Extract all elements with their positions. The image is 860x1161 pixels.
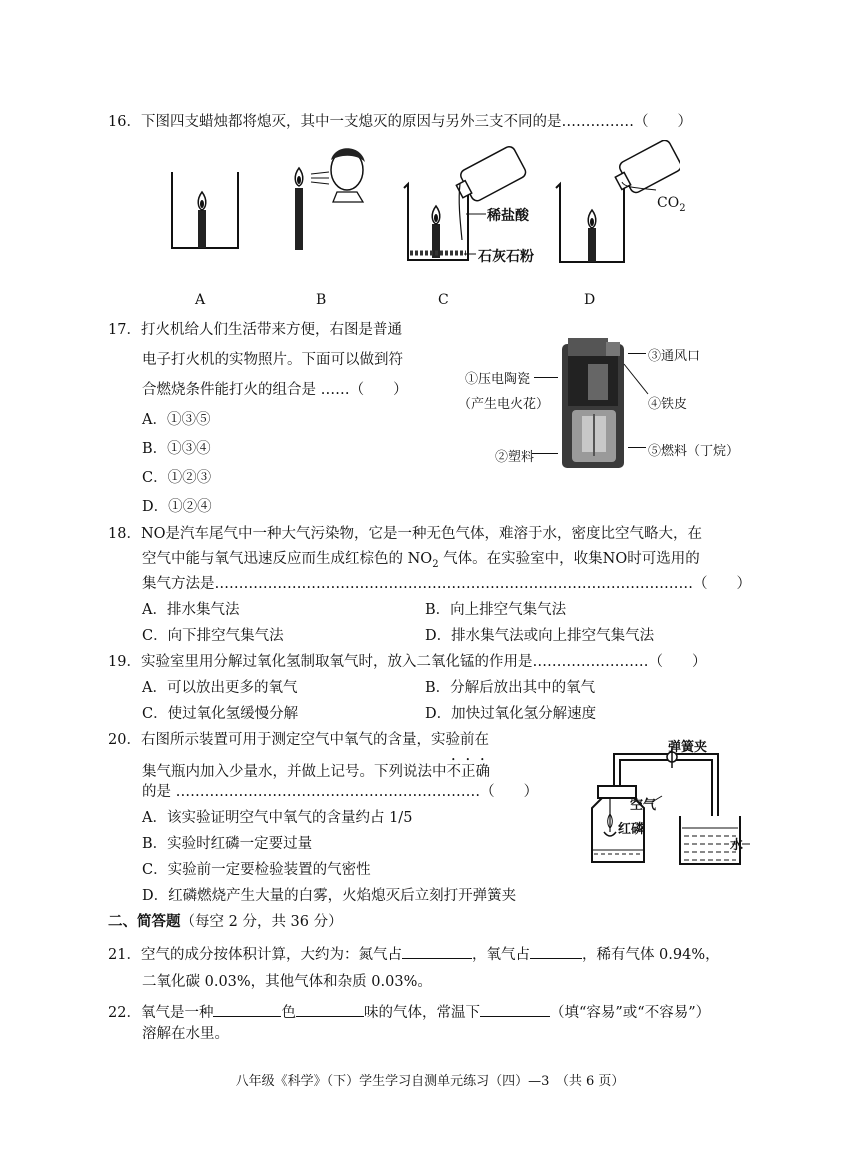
q20-apparatus-figure [580,736,755,870]
q20-label-clip: 弹簧夹 [668,740,708,755]
q16-stem: 16．下图四支蜡烛都将熄灭，其中一支熄灭的原因与另外三支不同的是……………（ ） [108,114,692,130]
q17-leader-2 [532,453,558,454]
q21-line2: 二氧化碳 0.03%，其他气体和杂质 0.03%。 [142,974,432,990]
q16-d-label-co2: $CO_2$ [657,195,686,214]
q16-c-label-limestone: 石灰石粉 [478,249,534,265]
q19-option-c: C．使过氧化氢缓慢分解 [142,706,299,722]
q17-stem-line2: 电子打火机的实物照片。下面可以做到符 [142,352,403,368]
q22-line1: 22．氧气是一种 色 味的气体，常温下 （填“容易”或“不容易”） [108,1000,710,1023]
q17-label-iron: ④铁皮 [648,397,688,412]
q17-label-piezo: ①压电陶瓷 [465,372,531,387]
q16-option-a-label: A [195,292,206,308]
q19-option-b: B．分解后放出其中的氧气 [425,680,596,696]
q21-line1: 21．空气的成分按体积计算，大约为：氮气占 ，氧气占 ，稀有气体 0.94%， [108,942,720,965]
q16-option-c-label: C [438,292,449,308]
q18-stem-line1: 18．NO是汽车尾气中一种大气污染物，它是一种无色气体，难溶于水，密度比空气略大，在 [108,526,703,542]
q16-figure-b [285,140,370,255]
q17-leader-5 [628,447,646,448]
q19-stem: 19．实验室里用分解过氧化氢制取氧气时，放入二氧化锰的作用是……………………（ ） [108,654,707,670]
q17-lighter-photo [560,336,626,470]
q22-blank-smell [296,1000,364,1017]
q16-c-label-acid: 稀盐酸 [487,208,529,224]
q16-option-b-label: B [316,292,327,308]
q19-option-d: D．加快过氧化氢分解速度 [425,706,597,722]
section2-heading: 二、简答题（每空 2 分，共 36 分） [108,913,343,930]
q20-option-c: C．实验前一定要检验装置的气密性 [142,862,371,878]
page-footer: 八年级《科学》（下）学生学习自测单元练习（四）—3 （共 6 页） [235,1074,625,1089]
q17-option-a: A．①③⑤ [142,412,211,428]
q22-blank-color [213,1000,281,1017]
q20-option-d: D．红磷燃烧产生大量的白雾，火焰熄灭后立刻打开弹簧夹 [142,888,517,904]
q17-leader-1 [534,377,558,378]
q17-option-d: D．①②④ [142,499,212,515]
q17-leader-3 [628,353,646,354]
q22-blank-solubility [480,1000,550,1017]
q17-stem-line1: 17．打火机给人们生活带来方便，右图是普通 [108,322,402,338]
q18-option-a: A．排水集气法 [142,602,240,618]
q18-option-d: D．排水集气法或向上排空气集气法 [425,628,655,644]
q20-stem-line2: 集气瓶内加入少量水，并做上记号。下列说法中不正确 [142,764,490,780]
q18-option-b: B．向上排空气集气法 [425,602,567,618]
q20-option-b: B．实验时红磷一定要过量 [142,836,313,852]
q17-label-fuel: ⑤燃料（丁烷） [648,444,740,459]
q17-stem-line3: 合燃烧条件能打火的组合是 ……（ ） [142,382,408,398]
q17-option-b: B．①③④ [142,441,211,457]
q18-option-c: C．向下排空气集气法 [142,628,284,644]
q20-label-air: 空气 [630,798,657,813]
q18-stem-line2: 空气中能与氧气迅速反应而生成红棕色的 $NO_2$ 气体。在实验室中，收集NO时可选用的 [142,551,700,570]
q17-label-vent: ③通风口 [648,349,701,364]
q21-blank-nitrogen [402,942,472,959]
q20-option-a: A．该实验证明空气中氧气的含量约占 1/5 [142,810,413,826]
q20-label-phosphorus: 红磷 [618,822,645,837]
q17-label-spark: （产生电火花） [458,397,550,412]
q20-stem-line1: 20．右图所示装置可用于测定空气中氧气的含量，实验前在 [108,732,489,748]
q16-option-d-label: D [584,292,596,308]
q17-option-c: C．①②③ [142,470,212,486]
q20-stem-line3: 的是 ………………………………………………………（ ） [142,784,539,800]
q18-stem-line3: 集气方法是………………………………………………………………………………………（ ） [142,576,751,592]
q22-line2: 溶解在水里。 [142,1026,229,1042]
q20-label-water: 水 [730,838,744,853]
q16-figure-a [160,160,250,255]
q19-option-a: A．可以放出更多的氧气 [142,680,298,696]
q21-blank-oxygen [530,942,582,959]
q17-label-plastic: ②塑料 [495,450,535,465]
